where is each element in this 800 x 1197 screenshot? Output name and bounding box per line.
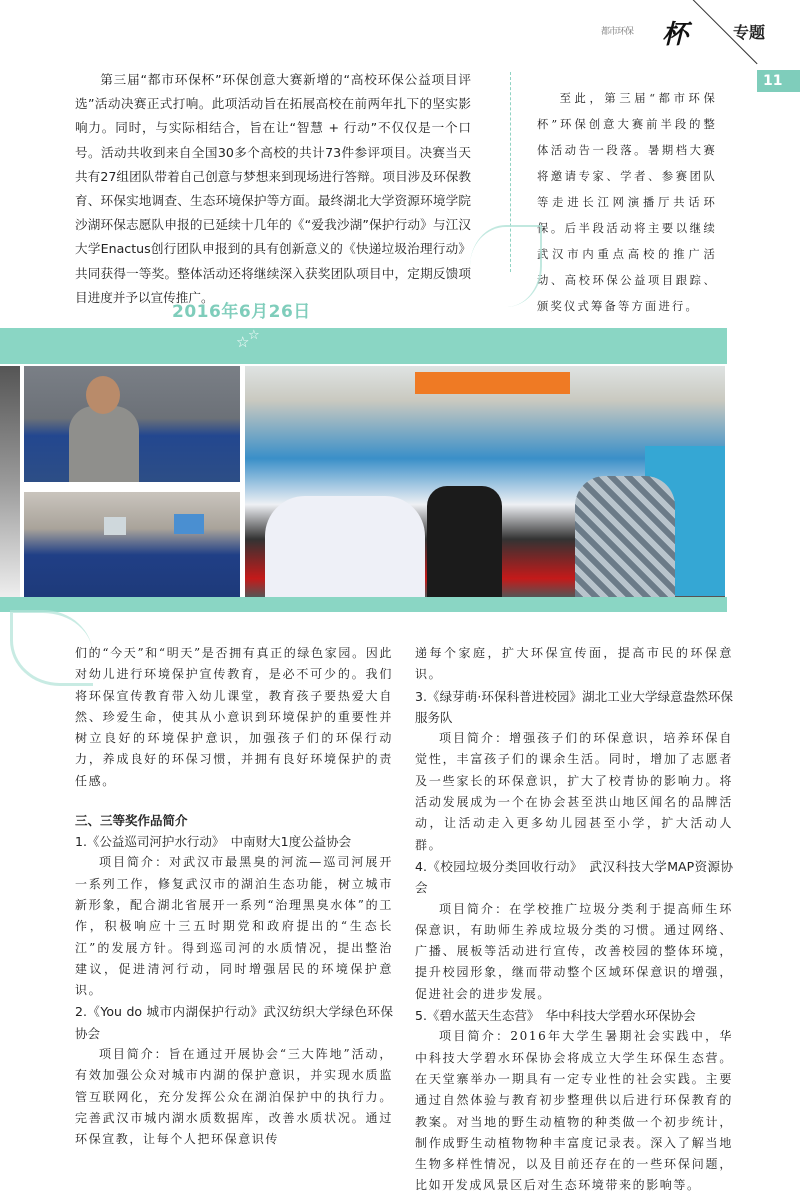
project-title: 2.《You do 城市内湖保护行动》武汉纺织大学绿色环保协会 [75,1004,393,1041]
left-column [75,643,393,1151]
event-date: 2016年6月26日 [172,302,311,322]
project-title: 5.《碧水蓝天生态营》 华中科技大学碧水环保协会 [415,1008,696,1024]
photo-figure [69,406,139,482]
project-title: 4.《校园垃圾分类回收行动》 武汉科技大学MAP资源协会 [415,858,733,896]
photo-speaker-with-microphone [24,366,240,482]
project-description: 项目简介：在学校推广垃圾分类利于提高师生环保意识，有助师生养成垃圾分类的习惯。通过网络、广播、展板等活动进行宣传，改善校园的整体环境，提升校园形象，继而带动整个区域环保意识的增强，促进社会的进步发展。 [415,901,733,1001]
section-heading: 三、三等奖作品简介 [75,813,188,829]
project-description: 项目简介：对武汉市最黑臭的河流—巡司河展开一系列工作，修复武汉市的湖泊生态功能，树立城市新形象，配合湖北省展开一系列“治理黑臭水体”的工作，积极响应十三五时期党和政府提出的“生态长江”的发展方针。得到巡司河的水质情况，提出整治建议，促进清河行动，同时增强居民的环境保护意识。 [75,855,393,998]
continued-paragraph: 递每个家庭，扩大环保宣传面，提高市民的环保意识。 [415,646,733,682]
project-description: 项目简介：增强孩子们的环保意识，培养环保自觉性，丰富孩子们的课余生活。同时，增加了志愿者及一些家长的环保意识，扩大了校青协的影响力。将活动发展成为一个在协会甚至洪山地区闻名的品牌活动，让活动走入更多幼儿园甚至小学，扩大活动人群。 [415,731,733,852]
photo-figure [265,496,425,597]
teal-band [0,597,727,612]
photo-figure [575,476,675,597]
star-icon: ☆ [248,328,260,343]
section-title: 专题 [733,23,766,42]
photo-screen [174,514,204,534]
floral-ornament [470,225,542,307]
magazine-logo-brush: 杯 [662,20,689,50]
teal-banner [0,328,727,364]
photo-figure-head [86,376,120,414]
star-icon: ☆ [236,333,250,351]
page-number: 11 [757,70,800,92]
photo-lecture-hall-audience [24,492,240,597]
right-column [415,643,733,1197]
project-description: 项目简介：2016年大学生暑期社会实践中，华中科技大学碧水环保协会将成立大学生环保生态营。在天堂寨举办一期具有一定专业性的社会实践。主要通过自然体验与教育初步整理供以后进行环保教育的教案。对当地的野生动植物的种类做一个初步统计，制作成野生动植物物种丰富度记录表。深入了解当地生物多样性情况，以及目前还存在的一些环保问题，比如开发成风景区后对生态环境带来的影响等。 [415,1029,733,1193]
photo-edge [0,366,20,597]
continued-paragraph: 们的“今天”和“明天”是否拥有真正的绿色家园。因此对幼儿进行环境保护宣传教育，是必不可少的。我们将环保宣传教育带入幼儿课堂，教育孩子要热爱大自然、珍爱生命，使其从小意识到环境保护的重要性并树立良好的环境保护意识，加强孩子们的环保行动力，养成良好的环保习惯，并拥有良好环境保护的责任感。 [75,646,393,788]
photo-screen [104,517,126,535]
photo-figure [427,486,502,597]
project-description: 项目简介：旨在通过开展协会“三大阵地”活动，有效加强公众对城市内湖的保护意识，并实现水质监管互联网化，充分发挥公众在湖泊保护中的执行力。完善武汉市城内湖水质数据库，改善水质状况。通过环保宣教，让每个人把环保意识传 [75,1047,393,1147]
sidebar-note-paragraph: 至此，第三届“都市环保杯”环保创意大赛前半段的整体活动告一段落。暑期档大赛将邀请专家、学者、参赛团队等走进长江网演播厅共话环保。后半段活动将主要以继续武汉市内重点高校的推广活动、高校环保公益项目跟踪、颁奖仪式筹备等方面进行。 [537,92,717,313]
magazine-logo-text: 都市环保 [601,27,634,37]
photo-outdoor-event-group [245,366,725,597]
project-title: 1.《公益巡司河护水行动》 中南财大1度公益协会 [75,834,352,850]
project-title: 3.《绿芽萌·环保科普进校园》湖北工业大学绿意盎然环保服务队 [415,688,733,725]
photo-stage-awning [415,372,570,394]
intro-paragraph: 第三届“都市环保杯”环保创意大赛新增的“高校环保公益项目评选”活动决赛正式打响。此项活动旨在拓展高校在前两年扎下的坚实影响力。同时，与实际相结合，旨在让“智慧 + 行动”不仅仅是一个口号。活动共收到来自全国30多个高校的共计73件参评项目。决赛当天共有27组团队带着自己创意与梦想来到现场进行答辩。项目涉及环保教育、环保实地调查、生态环境保护等方面。最终湖北大学资源环境学院沙湖环保志愿队申报的已延续十几年的《“爱我沙湖”保护行动》与江汉大学Enactus创行团队申报到的具有创新意义的《快递垃圾治理行动》共同获得一等奖。整体活动还将继续深入获奖团队项目中，定期反馈项目进度并予以宣传推广。 [75,72,471,305]
